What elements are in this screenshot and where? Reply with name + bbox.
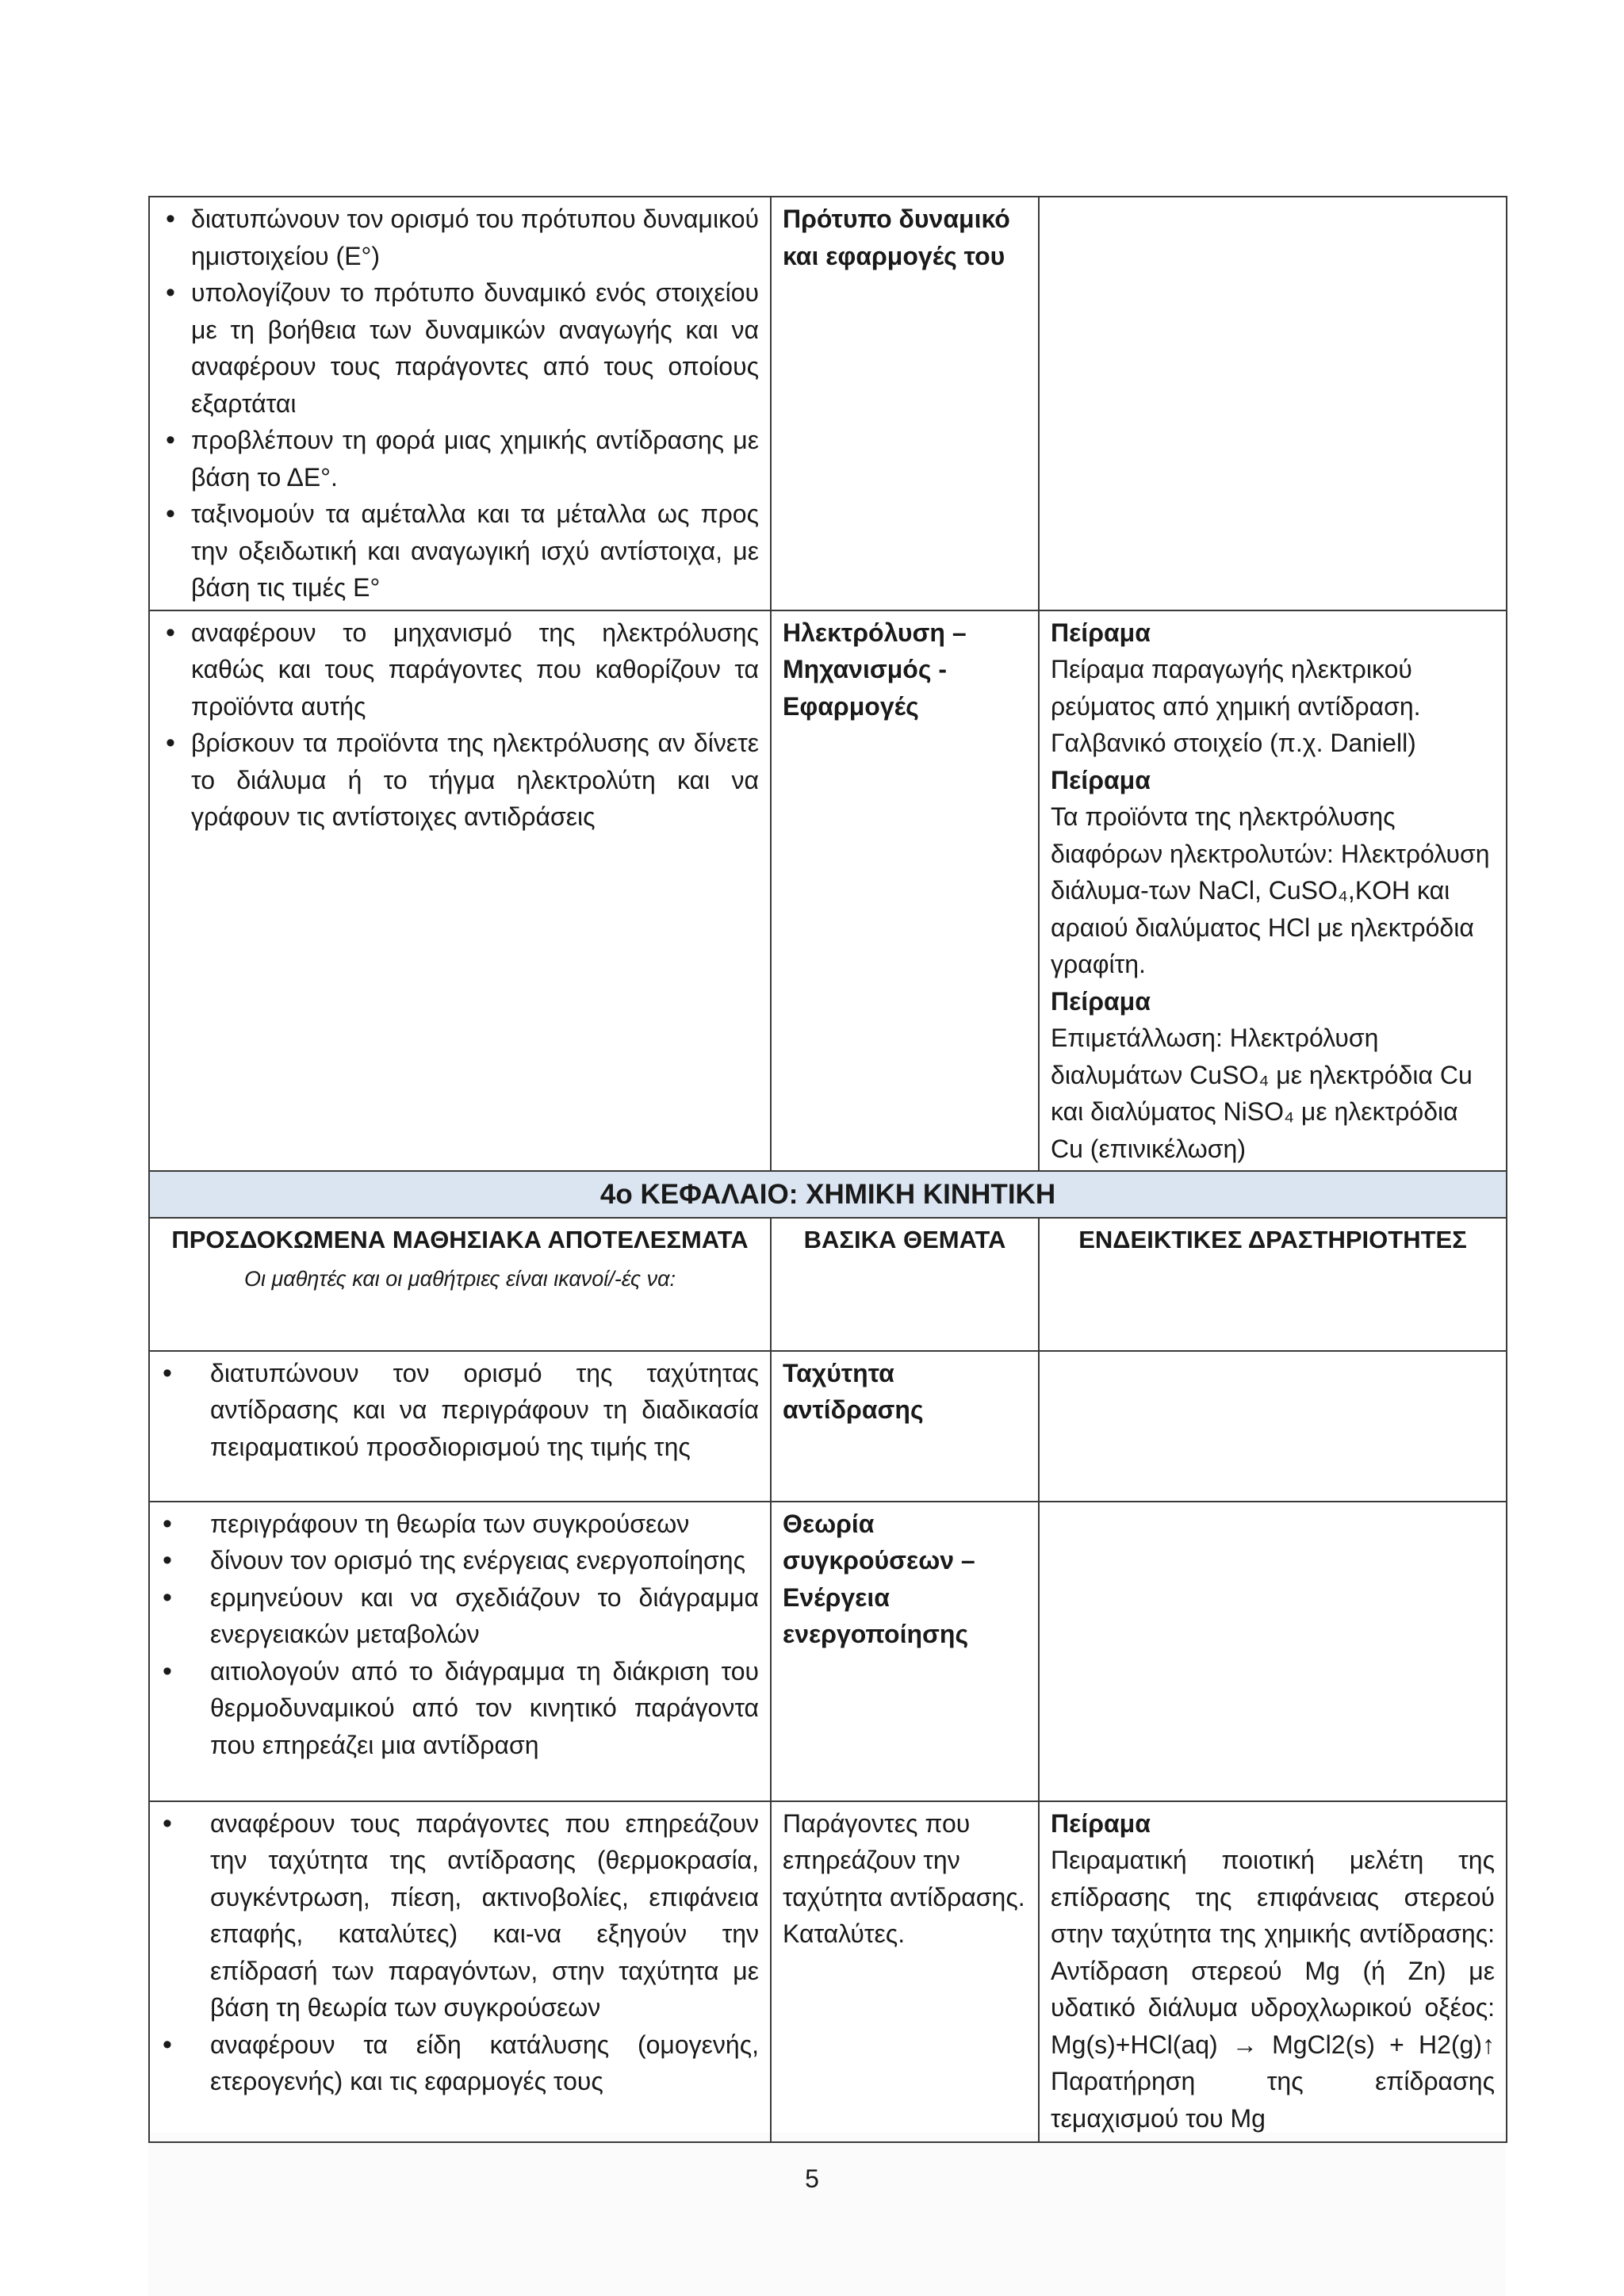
outcomes-header-sub: Οι μαθητές και οι μαθήτριες είναι ικανοί/-ές να:	[244, 1267, 676, 1291]
outcome-item: • αναφέρουν τα είδη κατάλυσης (ομογενής, ετερογενής) και τις εφαρμογές τους	[161, 2026, 759, 2100]
table-row	[149, 1801, 1507, 2142]
activity-heading: Πείραμα	[1051, 1808, 1151, 1838]
topic-label: Θεωρία συγκρούσεων – Ενέργεια ενεργοποίησης	[783, 1509, 975, 1648]
activity-heading: Πείραμα	[1051, 618, 1151, 647]
activity-heading: Πείραμα	[1051, 986, 1151, 1016]
outcomes-cell	[149, 610, 771, 1172]
outcome-item: • δίνουν τον ορισμό της ενέργειας ενεργοποίησης	[161, 1542, 759, 1579]
curriculum-table	[148, 196, 1507, 2143]
outcome-item: • αιτιολογούν από το διάγραμμα τη διάκριση του θερμοδυναμικού από τον κινητικό παράγοντα που επηρεάζει μια αντίδραση	[161, 1653, 759, 1764]
header-row	[149, 1218, 1507, 1351]
outcome-item: • αναφέρουν το μηχανισμό της ηλεκτρόλυσης καθώς και τους παράγοντες που καθορίζουν τα προϊόντα αυτής	[161, 614, 759, 725]
activity-text: Επιμετάλλωση: Ηλεκτρόλυση διαλυμάτων CuSO₄ με ηλεκτρόδια Cu και διαλύματος NiSO₄ με ηλεκτρόδια Cu (επινικέλωση)	[1051, 1024, 1473, 1163]
page-number: 5	[805, 2164, 819, 2193]
topic-cell	[771, 1801, 1039, 2142]
outcome-item: • προβλέπουν τη φορά μιας χημικής αντίδρασης με βάση το ΔΕ°.	[161, 422, 759, 496]
topic-label: Παράγοντες που επηρεάζουν την ταχύτητα αντίδρασης. Καταλύτες.	[783, 1808, 1025, 1948]
outcomes-cell	[149, 1801, 771, 2142]
activities-cell	[1039, 610, 1507, 1172]
activities-cell	[1039, 1351, 1507, 1502]
table-row	[149, 1351, 1507, 1502]
outcome-item: • βρίσκουν τα προϊόντα της ηλεκτρόλυσης αν δίνετε το διάλυμα ή το τήγμα ηλεκτρολύτη και να γράφουν τις αντίστοιχες αντιδράσεις	[161, 725, 759, 836]
activity-heading: Πείραμα	[1051, 765, 1151, 794]
outcome-item: • διατυπώνουν τον ορισμό της ταχύτητας αντίδρασης και να περιγράφουν τη διαδικασία πειραματικού προσδιορισμού της τιμής της	[161, 1355, 759, 1466]
activities-header: ΕΝΔΕΙΚΤΙΚΕΣ ΔΡΑΣΤΗΡΙΟΤΗΤΕΣ	[1039, 1218, 1507, 1351]
topic-label: Ηλεκτρόλυση – Μηχανισμός - Εφαρμογές	[783, 618, 967, 721]
activities-cell	[1039, 1801, 1507, 2142]
topic-cell	[771, 1502, 1039, 1801]
outcomes-cell	[149, 1502, 771, 1801]
topic-cell	[771, 610, 1039, 1172]
outcomes-cell	[149, 197, 771, 610]
outcome-item: • ταξινομούν τα αμέταλλα και τα μέταλλα ως προς την οξειδωτική και αναγωγική ισχύ αντίστοιχα, με βάση τις τιμές Ε°	[161, 496, 759, 607]
chapter-title: 4ο ΚΕΦΑΛΑΙΟ: ΧΗΜΙΚΗ ΚΙΝΗΤΙΚΗ	[149, 1171, 1507, 1218]
topic-cell	[771, 1351, 1039, 1502]
table-row	[149, 197, 1507, 610]
outcome-item: • υπολογίζουν το πρότυπο δυναμικό ενός στοιχείου με τη βοήθεια των δυναμικών αναγωγής και να αναφέρουν τους παράγοντες από τους οποίους εξαρτάται	[161, 274, 759, 422]
activity-text: Πειραματική ποιοτική μελέτη της επίδρασης της επιφάνειας στερεού στην ταχύτητα της χημικής αντίδρασης: Αντίδραση στερεού Mg (ή Zn) με υδατικό διάλυμα υδροχλωρικού οξέος: Mg(s)+HCl(aq) → MgCl2(s) + H2(g)↑ Παρατήρηση της επίδρασης τεμαχισμού του Mg	[1051, 1846, 1495, 2133]
outcome-item: • διατυπώνουν τον ορισμό του πρότυπου δυναμικού ημιστοιχείου (Ε°)	[161, 201, 759, 274]
activity-text: Πείραμα παραγωγής ηλεκτρικού ρεύματος από χημική αντίδραση. Γαλβανικό στοιχείο (π.χ. Daniell)	[1051, 655, 1421, 757]
outcome-item: • περιγράφουν τη θεωρία των συγκρούσεων	[161, 1506, 759, 1543]
footer-band	[148, 2133, 1506, 2296]
outcome-item: • ερμηνεύουν και να σχεδιάζουν το διάγραμμα ενεργειακών μεταβολών	[161, 1579, 759, 1653]
topics-header: ΒΑΣΙΚΑ ΘΕΜΑΤΑ	[771, 1218, 1039, 1351]
outcomes-cell	[149, 1351, 771, 1502]
activity-text: Τα προϊόντα της ηλεκτρόλυσης διαφόρων ηλεκτρολυτών: Ηλεκτρόλυση διάλυμα-των NaCl, CuSO₄,KOH και αραιού διαλύματος HCl με ηλεκτρόδια γραφίτη.	[1051, 802, 1490, 978]
outcome-item: • αναφέρουν τους παράγοντες που επηρεάζουν την ταχύτητα της αντίδρασης (θερμοκρασία, συγκέντρωση, πίεση, ακτινοβολίες, επιφάνεια επαφής, καταλύτες) και-να εξηγούν την επίδρασή των παραγόντων, στην ταχύτητα με βάση τη θεωρία των συγκρούσεων	[161, 1805, 759, 2026]
topic-cell	[771, 197, 1039, 610]
activities-cell	[1039, 197, 1507, 610]
chapter-row	[149, 1171, 1507, 1218]
topic-label: Ταχύτητα αντίδρασης	[783, 1358, 924, 1424]
outcomes-header-label: ΠΡΟΣΔΟΚΩΜΕΝΑ ΜΑΘΗΣΙΑΚΑ ΑΠΟΤΕΛΕΣΜΑΤΑ	[171, 1225, 749, 1253]
table-row	[149, 1502, 1507, 1801]
outcomes-header	[149, 1218, 771, 1351]
table-row	[149, 610, 1507, 1172]
activities-cell	[1039, 1502, 1507, 1801]
topic-label: Πρότυπο δυναμικό και εφαρμογές του	[783, 205, 1010, 270]
